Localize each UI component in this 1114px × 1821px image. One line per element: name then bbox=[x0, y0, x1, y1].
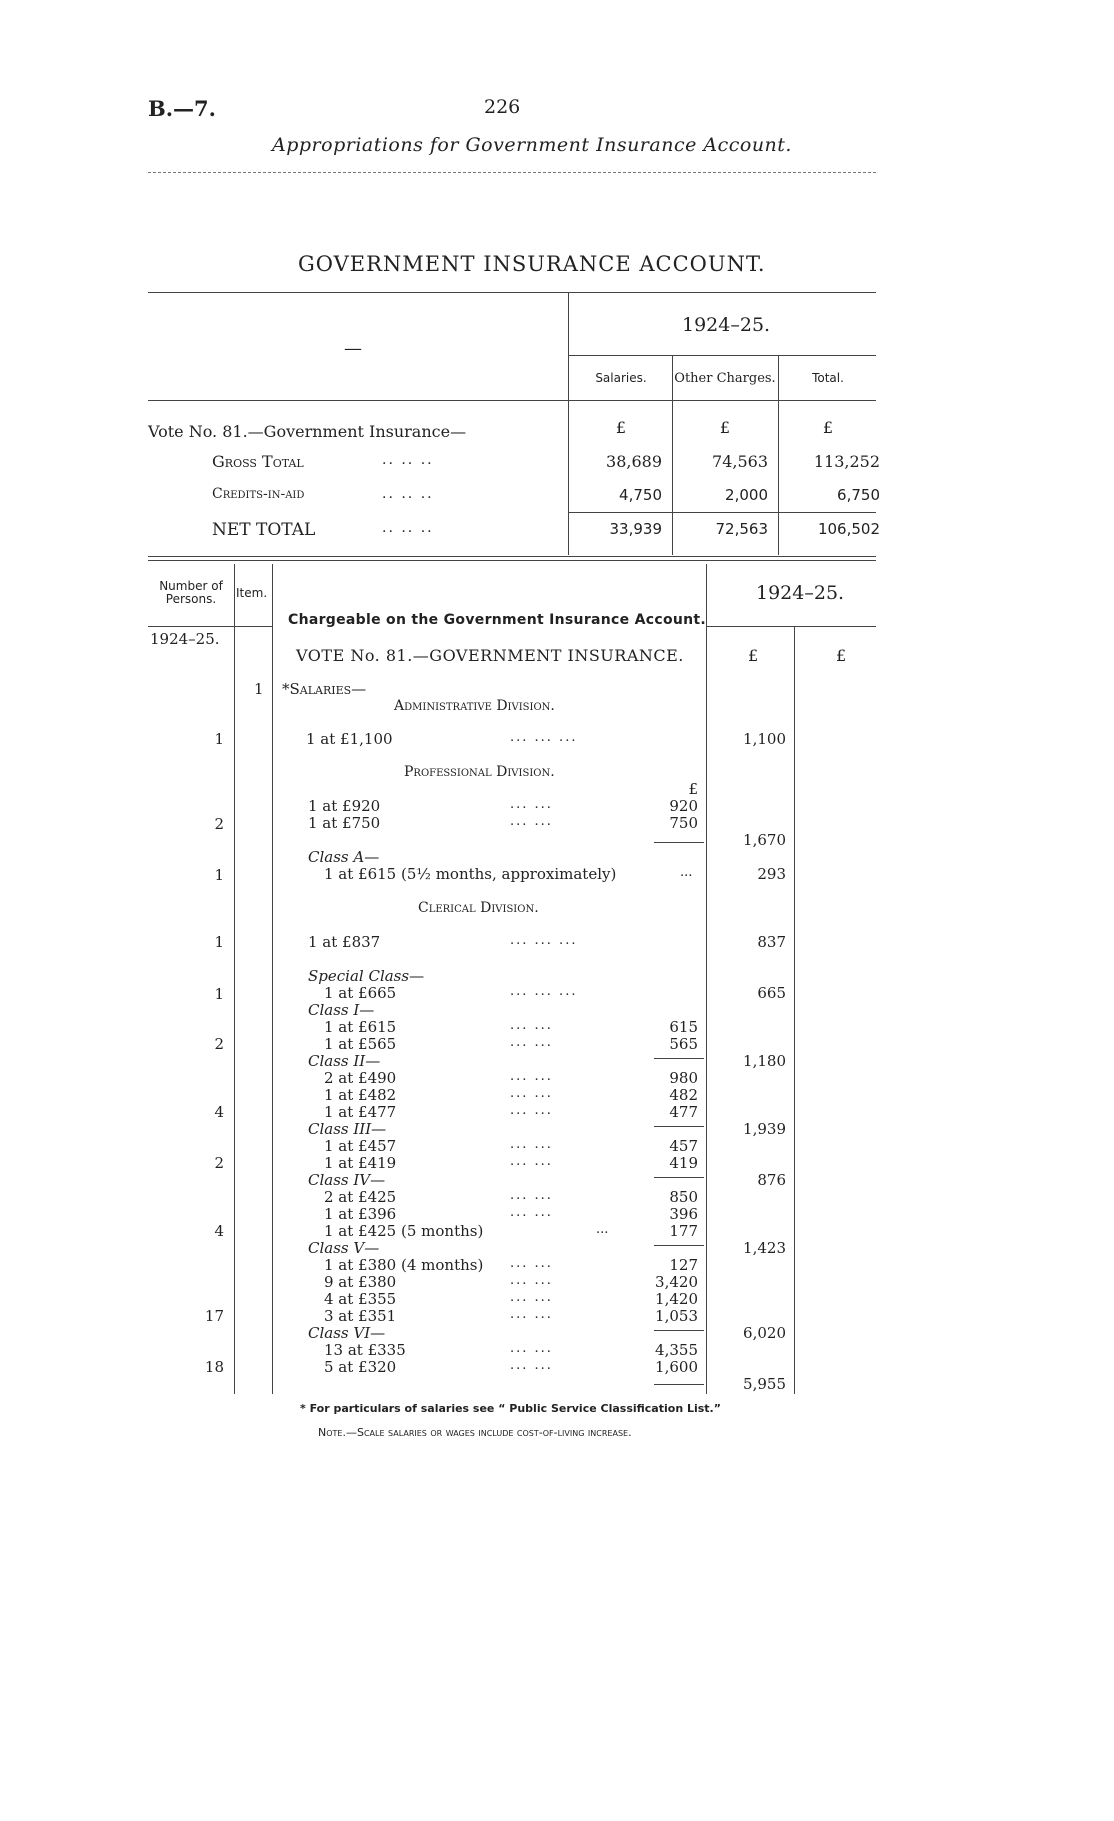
prof-line-1: 1 at £920 bbox=[308, 797, 381, 815]
page-subtitle: Appropriations for Government Insurance Account. bbox=[272, 134, 792, 156]
gross-total-label: Gross Total bbox=[212, 452, 304, 471]
credits-in-aid-salaries: 4,750 bbox=[619, 486, 662, 504]
class-4-leader-3: ... bbox=[596, 1222, 609, 1237]
detail-divider-item bbox=[272, 564, 273, 1394]
class-5-sum-rule bbox=[654, 1330, 704, 1331]
column-total: Total. bbox=[812, 371, 844, 385]
summary-bottom-rule-2 bbox=[148, 560, 876, 561]
prof-persons: 2 bbox=[214, 815, 224, 833]
special-class-line: 1 at £665 bbox=[324, 984, 397, 1002]
class-1-total: 1,180 bbox=[743, 1052, 786, 1070]
class-3-line-1: 1 at £457 bbox=[324, 1137, 397, 1155]
clerical-division-heading: Clerical Division. bbox=[418, 900, 539, 916]
class-5-leader-4: ... ... bbox=[510, 1307, 553, 1322]
prof-sum-rule bbox=[654, 842, 704, 843]
professional-sub-currency: £ bbox=[688, 780, 698, 798]
detail-divider-persons bbox=[234, 564, 235, 1394]
clerical-line: 1 at £837 bbox=[308, 933, 381, 951]
currency-salaries: £ bbox=[615, 418, 627, 437]
vote-heading: VOTE No. 81.—GOVERNMENT INSURANCE. bbox=[296, 646, 684, 665]
detail-year: 1924–25. bbox=[756, 582, 845, 604]
chargeable-heading: Chargeable on the Government Insurance Account. bbox=[288, 612, 707, 628]
class-3-leader-2: ... ... bbox=[510, 1154, 553, 1169]
class-a-leader: ... bbox=[680, 865, 693, 880]
summary-year: 1924–25. bbox=[682, 314, 771, 336]
class-1-leader-2: ... ... bbox=[510, 1035, 553, 1050]
class-4-line-1: 2 at £425 bbox=[324, 1188, 397, 1206]
class-5-sub-3: 1,420 bbox=[655, 1290, 698, 1308]
class-4-leader-2: ... ... bbox=[510, 1205, 553, 1220]
class-a-persons: 1 bbox=[214, 866, 224, 884]
credits-in-aid-total: 6,750 bbox=[837, 486, 880, 504]
net-total-other: 72,563 bbox=[715, 520, 768, 538]
class-a-line: 1 at £615 (5½ months, approximately) bbox=[324, 865, 617, 883]
special-class-persons: 1 bbox=[214, 985, 224, 1003]
class-2-persons: 4 bbox=[214, 1103, 224, 1121]
net-total-total: 106,502 bbox=[817, 520, 880, 538]
class-4-total: 1,423 bbox=[743, 1239, 786, 1257]
class-5-line-1: 1 at £380 (4 months) bbox=[324, 1256, 484, 1274]
prof-sub-2: 750 bbox=[669, 814, 698, 832]
class-1-label: Class I— bbox=[308, 1001, 375, 1019]
class-6-sub-2: 1,600 bbox=[655, 1358, 698, 1376]
class-3-sub-1: 457 bbox=[669, 1137, 698, 1155]
class-a-amount: 293 bbox=[757, 865, 786, 883]
class-4-sub-2: 396 bbox=[669, 1205, 698, 1223]
class-2-label: Class II— bbox=[308, 1052, 381, 1070]
special-class-leader: ... ... ... bbox=[510, 984, 578, 999]
class-1-sub-2: 565 bbox=[669, 1035, 698, 1053]
prof-sub-1: 920 bbox=[669, 797, 698, 815]
page-number: 226 bbox=[484, 96, 521, 118]
summary-bottom-rule-1 bbox=[148, 556, 876, 557]
class-2-line-3: 1 at £477 bbox=[324, 1103, 397, 1121]
class-3-persons: 2 bbox=[214, 1154, 224, 1172]
detail-currency-2: £ bbox=[836, 646, 847, 665]
summary-vote-label: Vote No. 81.—Government Insurance— bbox=[148, 422, 467, 441]
class-5-persons: 17 bbox=[204, 1307, 224, 1325]
prof-line-2: 1 at £750 bbox=[308, 814, 381, 832]
class-1-line-1: 1 at £615 bbox=[324, 1018, 397, 1036]
summary-top-rule bbox=[148, 292, 876, 293]
class-4-label: Class IV— bbox=[308, 1171, 386, 1189]
detail-year-rule bbox=[706, 626, 876, 627]
class-2-line-1: 2 at £490 bbox=[324, 1069, 397, 1087]
class-2-leader-2: ... ... bbox=[510, 1086, 553, 1101]
class-2-sub-2: 482 bbox=[669, 1086, 698, 1104]
class-2-sub-1: 980 bbox=[669, 1069, 698, 1087]
clerical-leader: ... ... ... bbox=[510, 933, 578, 948]
professional-division-heading: Professional Division. bbox=[404, 764, 555, 780]
class-3-total: 876 bbox=[757, 1171, 786, 1189]
class-6-persons: 18 bbox=[204, 1358, 224, 1376]
column-salaries: Salaries. bbox=[595, 371, 647, 385]
gross-total-other: 74,563 bbox=[712, 452, 768, 471]
detail-divider-total bbox=[794, 626, 795, 1394]
currency-other: £ bbox=[719, 418, 731, 437]
currency-total: £ bbox=[822, 418, 834, 437]
class-4-leader-1: ... ... bbox=[510, 1188, 553, 1203]
class-3-sum-rule bbox=[654, 1177, 704, 1178]
salaries-label: *Salaries— bbox=[282, 680, 367, 698]
summary-divider bbox=[568, 292, 569, 555]
gross-total-leader: .. .. .. bbox=[382, 452, 434, 468]
class-3-leader-1: ... ... bbox=[510, 1137, 553, 1152]
net-total-leader: .. .. .. bbox=[382, 520, 434, 536]
detail-divider-amount bbox=[706, 564, 707, 1394]
class-2-leader-3: ... ... bbox=[510, 1103, 553, 1118]
class-5-label: Class V— bbox=[308, 1239, 380, 1257]
summary-year-rule bbox=[568, 355, 876, 356]
class-5-line-4: 3 at £351 bbox=[324, 1307, 397, 1325]
special-class-label: Special Class— bbox=[308, 967, 425, 985]
class-6-leader-1: ... ... bbox=[510, 1341, 553, 1356]
header-rule bbox=[148, 172, 876, 173]
net-total-rule bbox=[568, 512, 876, 513]
column-item: Item. bbox=[236, 586, 268, 600]
class-5-sub-1: 127 bbox=[669, 1256, 698, 1274]
class-5-leader-2: ... ... bbox=[510, 1273, 553, 1288]
credits-in-aid-other: 2,000 bbox=[725, 486, 768, 504]
class-2-sum-rule bbox=[654, 1126, 704, 1127]
class-4-sum-rule bbox=[654, 1245, 704, 1246]
persons-year: 1924–25. bbox=[150, 630, 220, 648]
prof-leader-1: ... ... bbox=[510, 797, 553, 812]
class-5-total: 6,020 bbox=[743, 1324, 786, 1342]
class-4-line-2: 1 at £396 bbox=[324, 1205, 397, 1223]
class-2-line-2: 1 at £482 bbox=[324, 1086, 397, 1104]
detail-currency-1: £ bbox=[748, 646, 759, 665]
admin-leader: ... ... ... bbox=[510, 730, 578, 745]
class-1-leader-1: ... ... bbox=[510, 1018, 553, 1033]
class-6-line-1: 13 at £335 bbox=[324, 1341, 406, 1359]
class-4-sub-1: 850 bbox=[669, 1188, 698, 1206]
net-total-label: NET TOTAL bbox=[212, 520, 316, 540]
class-6-label: Class VI— bbox=[308, 1324, 386, 1342]
summary-col-divider-2 bbox=[778, 355, 779, 555]
clerical-persons: 1 bbox=[214, 933, 224, 951]
class-3-sub-2: 419 bbox=[669, 1154, 698, 1172]
credits-in-aid-leader: .. .. .. bbox=[382, 486, 434, 502]
class-6-total: 5,955 bbox=[743, 1375, 786, 1393]
prof-leader-2: ... ... bbox=[510, 814, 553, 829]
class-5-sub-2: 3,420 bbox=[655, 1273, 698, 1291]
class-5-line-2: 9 at £380 bbox=[324, 1273, 397, 1291]
special-class-amount: 665 bbox=[757, 984, 786, 1002]
class-a-label: Class A— bbox=[308, 848, 380, 866]
admin-persons: 1 bbox=[214, 730, 224, 748]
class-1-persons: 2 bbox=[214, 1035, 224, 1053]
admin-amount: 1,100 bbox=[743, 730, 786, 748]
class-1-sub-1: 615 bbox=[669, 1018, 698, 1036]
class-2-total: 1,939 bbox=[743, 1120, 786, 1138]
class-2-sub-3: 477 bbox=[669, 1103, 698, 1121]
class-6-leader-2: ... ... bbox=[510, 1358, 553, 1373]
document-reference: B.—7. bbox=[148, 96, 216, 121]
class-5-line-3: 4 at £355 bbox=[324, 1290, 397, 1308]
class-2-leader-1: ... ... bbox=[510, 1069, 553, 1084]
class-4-sub-3: 177 bbox=[669, 1222, 698, 1240]
summary-header-rule bbox=[148, 400, 876, 401]
class-3-line-2: 1 at £419 bbox=[324, 1154, 397, 1172]
column-other-charges: Other Charges. bbox=[674, 371, 776, 386]
item-number: 1 bbox=[254, 680, 264, 698]
class-5-sub-4: 1,053 bbox=[655, 1307, 698, 1325]
admin-line: 1 at £1,100 bbox=[306, 730, 393, 748]
summary-stub-dash: — bbox=[344, 338, 362, 359]
credits-in-aid-label: Credits-in-aid bbox=[212, 486, 305, 502]
class-5-leader-3: ... ... bbox=[510, 1290, 553, 1305]
summary-title: GOVERNMENT INSURANCE ACCOUNT. bbox=[298, 252, 766, 276]
prof-total: 1,670 bbox=[743, 831, 786, 849]
class-4-persons: 4 bbox=[214, 1222, 224, 1240]
gross-total-salaries: 38,689 bbox=[606, 452, 662, 471]
class-6-line-2: 5 at £320 bbox=[324, 1358, 397, 1376]
column-number-of-persons: Number of Persons. bbox=[159, 579, 223, 606]
footnote-note: Note.—Scale salaries or wages include cost-of-living increase. bbox=[318, 1426, 632, 1439]
class-3-label: Class III— bbox=[308, 1120, 387, 1138]
net-total-salaries: 33,939 bbox=[609, 520, 662, 538]
class-6-sub-1: 4,355 bbox=[655, 1341, 698, 1359]
class-4-line-3: 1 at £425 (5 months) bbox=[324, 1222, 484, 1240]
class-1-sum-rule bbox=[654, 1058, 704, 1059]
class-6-sum-rule bbox=[654, 1384, 704, 1385]
administrative-division-heading: Administrative Division. bbox=[394, 698, 555, 714]
clerical-amount: 837 bbox=[757, 933, 786, 951]
footnote-asterisk: * For particulars of salaries see “ Public Service Classification List.” bbox=[300, 1402, 721, 1415]
gross-total-total: 113,252 bbox=[813, 452, 880, 471]
class-1-line-2: 1 at £565 bbox=[324, 1035, 397, 1053]
class-5-leader-1: ... ... bbox=[510, 1256, 553, 1271]
detail-persons-rule bbox=[148, 626, 272, 627]
